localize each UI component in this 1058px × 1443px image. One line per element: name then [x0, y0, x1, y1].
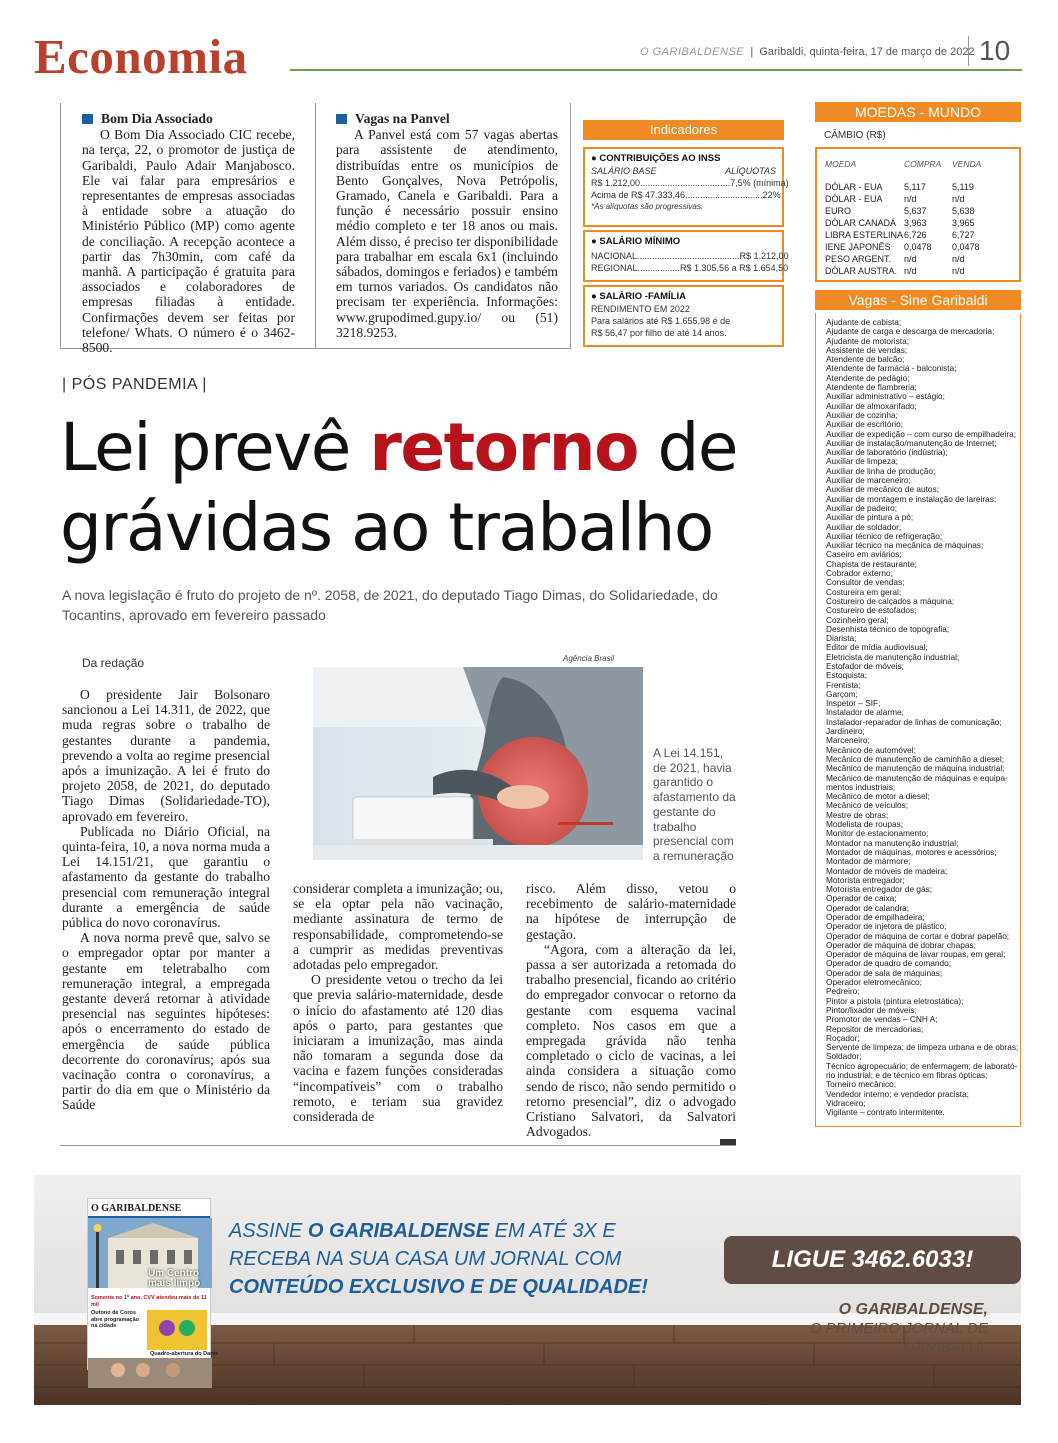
ad-text: EM ATÉ 3X E: [489, 1220, 616, 1242]
vaga-item: Operador de máquina de cortar e dobrar papelão;: [826, 930, 1010, 941]
col-header: MOEDA: [825, 159, 857, 169]
vaga-item: Auxiliar de linha de produção;: [826, 465, 936, 476]
paragraph: considerar completa a imunização; ou, se ela optar pela não vacinação, mediante assinatura de termo de responsabilidade, comprometendo-se a cumprir as medidas preventivas adotadas pelo empregador.: [293, 881, 503, 973]
row-label: R$ 1.212,00....................................: [591, 178, 731, 188]
column-divider: [570, 103, 571, 349]
indicador-row: [591, 177, 789, 189]
ad-line: RECEBA NA SUA CASA UM JORNAL COM: [229, 1248, 622, 1270]
vaga-item: Inspetor – SIF;: [826, 698, 881, 709]
vaga-item: Atendente de farmácia - balconista;: [826, 363, 957, 374]
vaga-item: Montador de mármore;: [826, 856, 911, 867]
indicador-line: RENDIMENTO EM 2022: [591, 304, 690, 314]
brief-title-text: Bom Dia Associado: [101, 111, 213, 126]
indicador-title: ● CONTRIBUIÇÕES AO INSS: [591, 153, 721, 164]
paragraph: Publicada no Diário Oficial, na quinta-feira, 10, a nova norma muda a Lei 14.151/21, que garantiu o afastamento da gestante do trabalho presencial com remuneração integral durante a emergência de saúde pública do novo coronavírus.: [62, 823, 270, 931]
vaga-item: Auxiliar de instalação/manutenção de Internet;: [826, 437, 997, 448]
vaga-item: Cozinheiro geral;: [826, 614, 889, 625]
dateline: Garibaldi, quinta-feira, 17 de março de 2022: [759, 46, 975, 58]
vaga-item: Modelista de roupas;: [826, 819, 904, 830]
vaga-item: Estofador de móveis;: [826, 660, 904, 671]
cambio-label: CÂMBIO (R$): [824, 130, 886, 141]
photo-caption: A Lei 14.151, de 2021, havia garantido o afastamento da gestante do trabalho presencial com a remuneração: [653, 746, 736, 863]
vaga-item: Auxiliar de marceneiro;: [826, 475, 911, 486]
vaga-item: Auxiliar de montagem e instalação de lareiras;: [826, 493, 997, 504]
indicador-line: Para salários até R$ 1.655,98 é de: [591, 316, 731, 326]
vaga-item: Operador de empilhadeira;: [826, 912, 925, 922]
vaga-item: Mecânico de manutenção de caminhão a diesel;: [826, 753, 1005, 764]
currency: DÓLAR CANADÁ: [825, 218, 897, 228]
moedas-row: [825, 242, 1002, 252]
moedas-row: [825, 218, 1002, 228]
vaga-item: Promotor de vendas – CNH A;: [826, 1014, 938, 1025]
currency: LIBRA ESTERLINA: [825, 230, 904, 240]
slogan-text: O PRIMEIRO JORNAL DE GARIBALDI.: [809, 1320, 988, 1356]
vaga-item: Caseiro em aviários;: [826, 549, 902, 560]
header-dateline: [640, 46, 975, 58]
vaga-item: Costureiro de estofados;: [826, 605, 917, 616]
buy: n/d: [904, 254, 917, 264]
vaga-item: Operador de calandra;: [826, 902, 910, 913]
paragraph: O presidente vetou o trecho da lei que previa salário-maternidade, desde o início do afastamento até 120 dias após o parto, para gestantes que iniciaram a imunização, mas ainda não tomaram a segunda dose da vacina e fazem funções consideradas “incompatíveis” com o trabalho remoto, e teriam sua gravidez considerada de: [293, 972, 503, 1125]
vaga-item: Auxiliar de pintura a pó;: [826, 512, 914, 523]
vaga-item: Operador eletromecânico;: [826, 977, 922, 988]
brief-title: [336, 111, 558, 126]
photo-credit: Agência Brasil: [563, 654, 615, 663]
vaga-item: Operador de injetora de plástico;: [826, 921, 947, 932]
vaga-item: Garçom;: [826, 688, 858, 699]
vaga-item: Montador de móveis de madeira;: [826, 865, 948, 876]
headline-highlight: retorno: [369, 409, 638, 486]
vagas-header: Vagas - Sine Garibaldi: [815, 290, 1021, 310]
cover-story: Somente no 1º ano, CVV atendeu mais de 11 mil: [91, 1295, 207, 1308]
article-column-2: [293, 881, 503, 1124]
col-label: SALÁRIO BASE: [591, 166, 657, 176]
col-header: COMPRA: [904, 159, 942, 169]
vaga-item: Auxiliar de soldador;: [826, 521, 902, 532]
ad-line: [229, 1273, 649, 1301]
vaga-item: Montador de máquinas, motores e acessórios;: [826, 846, 997, 857]
vaga-item: Ajudante de motorista;: [826, 335, 910, 346]
moedas-row: [825, 182, 1002, 192]
article-byline: Da redação: [82, 656, 145, 670]
column-divider: [315, 103, 316, 349]
currency: EURO: [825, 206, 852, 216]
vaga-item: Editor de mídia audiovisual;: [826, 642, 928, 653]
vaga-item: Auxiliar de expedição – com curso de empilhadeira;: [826, 428, 1017, 439]
section-title: Economia: [34, 29, 248, 84]
separator: |: [747, 46, 757, 58]
indicador-title-text: SALÁRIO -FAMÍLIA: [599, 291, 686, 302]
vaga-item: Servente de limpeza; de limpeza urbana e de obras;: [826, 1042, 1019, 1053]
vaga-item: Instalador-reparador de linhas de comunicação;: [826, 716, 1002, 727]
subscription-ad[interactable]: [34, 1175, 1021, 1405]
vaga-item: Vendedor interno; e vendedor pracista;: [826, 1088, 969, 1099]
ad-slogan: [724, 1300, 988, 1357]
moedas-table: [815, 147, 1021, 282]
indicador-row: [591, 189, 781, 201]
sell: n/d: [952, 266, 965, 276]
vaga-item: Ajudante de cabista;: [826, 317, 902, 327]
article-end-mark: [720, 1139, 736, 1145]
vaga-item: Auxiliar de mecânico de autos;: [826, 484, 939, 495]
buy: 3,963: [904, 218, 927, 228]
vaga-item: Motorista entregador de gás;: [826, 884, 933, 895]
vaga-item: Montador na manutenção industrial;: [826, 837, 959, 848]
vaga-item: Marceneiro;: [826, 735, 870, 746]
vaga-item: Auxiliar de limpeza;: [826, 456, 898, 467]
vaga-item: Estoquista;: [826, 670, 868, 681]
vaga-item: Atendente de flambreria;: [826, 382, 917, 393]
article-end-rule: [60, 1145, 736, 1146]
moedas-row: [825, 230, 1002, 240]
vaga-item: Assistente de vendas;: [826, 344, 908, 355]
row-value: 7,5% (mínima): [730, 178, 789, 188]
ad-emphasis: CONTEÚDO EXCLUSIVO E DE QUALIDADE!: [229, 1276, 648, 1298]
ad-copy: [229, 1217, 649, 1301]
vaga-item: Pintor/lixador de móveis;: [826, 1004, 917, 1015]
indicador-title-text: SALÁRIO MÍNIMO: [599, 236, 681, 247]
vaga-item: Torneiro mecânico;: [826, 1079, 897, 1090]
moedas-row: [825, 206, 1002, 216]
buy: n/d: [904, 194, 917, 204]
publication-name: O GARIBALDENSE: [640, 46, 745, 58]
brief-text: A Panvel está com 57 vagas abertas para assistente de atendimento, distribuídas entre os municípios de Bento Gonçalves, Nova Petrópolis, Gramado, Canela e Garibaldi. Para a função é necessário possuir ensino médio completo e ter 18 anos ou mais. Além disso, é preciso ter disponibilidade para trabalhar em escala 6x1 (incluindo sábados, domingos e feriados) e também em turnos variados. Os candidatos não precisam ter experiência. Informações: www.grupodimed.gupy.io/ ou (51) 3218.9253.: [336, 127, 558, 340]
bullet-square-icon: [336, 114, 347, 124]
currency: DÓLAR - EUA: [825, 182, 883, 192]
indicador-title: ● SALÁRIO -FAMÍLIA: [591, 291, 686, 302]
brief-title: [82, 111, 295, 126]
indicador-row: [591, 250, 789, 262]
buy: 6,726: [904, 230, 927, 240]
currency: IENE JAPONÊS: [825, 242, 891, 252]
vaga-item: Desenhista técnico de topografia;: [826, 623, 950, 634]
vagas-list: [815, 313, 1021, 1127]
vaga-item: Cobrador externo;: [826, 568, 893, 579]
pregnant-worker-image: [313, 667, 643, 860]
vaga-item: Mestre de obras;: [826, 809, 889, 820]
vaga-item: Operador de caixa;: [826, 893, 897, 904]
vaga-item: Operador de quadro de comando;: [826, 958, 952, 969]
moedas-header: MOEDAS - MUNDO: [815, 102, 1021, 122]
vaga-item: Operador de máquina de lavar roupas, em geral;: [826, 949, 1006, 960]
vaga-item: mentos industriais;: [826, 781, 896, 792]
article-subhead: A nova legislação é fruto do projeto de nº. 2058, de 2021, do deputado Tiago Dimas, do Solidariedade, do Tocantins, aprovado em fevereiro passado: [62, 587, 718, 623]
column-divider: [60, 103, 61, 349]
brief-vagas-panvel: [336, 111, 558, 340]
vaga-item: Pintor a pistola (pintura eletrostática);: [826, 995, 964, 1006]
header-rule: [290, 69, 1022, 71]
indicador-row: [591, 262, 789, 274]
vaga-item: Costureira em geral;: [826, 586, 902, 597]
article-column-3: [526, 881, 736, 1139]
vaga-item: Repositor de mercadorias;: [826, 1023, 924, 1034]
brief-bom-dia-associado: [82, 111, 295, 355]
vaga-item: rio industrial; e de técnico em fibras ópticas;: [826, 1070, 988, 1081]
cover-headline: Um Centro mais limpo: [148, 1268, 201, 1289]
sell: 5,638: [952, 206, 975, 216]
vaga-item: Frentista;: [826, 679, 861, 690]
cover-story: Outono de Coros abre programação na cidade: [91, 1310, 139, 1329]
article-kicker: | PÓS PANDEMIA |: [62, 376, 207, 393]
vaga-item: Instalador de alarme;: [826, 707, 904, 718]
paragraph: risco. Além disso, vetou o recebimento de salário-maternidade na hipótese de interrupção de gestação.: [526, 881, 736, 942]
vaga-item: Auxiliar de laboratório (indústria);: [826, 447, 948, 458]
sell: n/d: [952, 254, 965, 264]
moedas-row: [825, 254, 1002, 264]
vaga-item: Operador de máquina de dobrar chapas;: [826, 939, 976, 950]
vaga-item: Auxiliar técnico de refrigeração;: [826, 530, 943, 541]
row-value: R$ 1.305,56 a R$ 1.654,50: [680, 263, 789, 273]
newspaper-cover: [87, 1198, 219, 1370]
col-header: VENDA: [952, 159, 982, 169]
currency: DÓLAR - EUA: [825, 194, 883, 204]
vaga-item: Vigilante – contrato intermitente.: [826, 1107, 945, 1118]
vaga-item: Eletricista de manutenção industrial;: [826, 651, 960, 662]
row-value: R$ 1.212,00: [739, 251, 789, 261]
vaga-item: Consultor de vendas;: [826, 577, 905, 588]
vaga-item: Mecânico de automóvel;: [826, 744, 916, 755]
vaga-item: Auxiliar de cozinha;: [826, 409, 898, 420]
vaga-item: Motorista entregador;: [826, 874, 905, 885]
moedas-row: [825, 266, 1002, 276]
indicadores-header: Indicadores: [583, 120, 784, 140]
row-label: Acima de R$ 47.333,46...............................: [591, 190, 763, 200]
headline-part: Lei prevê: [60, 409, 370, 486]
buy: 0,0478: [904, 242, 932, 252]
vaga-item: Ajudante de carga e descarga de mercadoria;: [826, 326, 995, 337]
paragraph: O presidente Jair Bolsonaro sancionou a Lei 14.311, de 2022, que muda regras sobre o trabalho de gestantes durante a pandemia, prevendo a volta ao regime presencial após a imunização. A lei é fruto do projeto 2058, de 2021, do deputado Tiago Dimas (Solidariedade-TO), aprovado em fevereiro.: [62, 687, 270, 824]
buy: 5,117: [904, 182, 926, 192]
col-label: ALÍQUOTAS: [725, 166, 776, 176]
row-label: REGIONAL.................: [591, 263, 681, 273]
vaga-item: Mecânico de motor a diesel;: [826, 791, 930, 802]
call-phone-button[interactable]: LIGUE 3462.6033!: [724, 1236, 1021, 1284]
vaga-item: Soldador;: [826, 1051, 862, 1062]
cover-photo-people: [88, 1358, 212, 1388]
vaga-item: Técnico agropecuário; de enfermagem; de laborató-: [826, 1060, 1018, 1071]
vaga-item: Monitor de estacionamento;: [826, 828, 929, 839]
article-headline: [60, 408, 780, 568]
cover-photo-small: [147, 1310, 207, 1350]
cover-story: Quadro-abertura do Dante: [150, 1351, 219, 1357]
vaga-item: Roçador;: [826, 1032, 860, 1043]
indicador-line: R$ 56,47 por filho de até 14 anos.: [591, 328, 727, 338]
vaga-item: Operador de sala de máquinas;: [826, 967, 943, 978]
article-photo: [313, 667, 643, 860]
sell: 0,0478: [952, 242, 980, 252]
ad-text: ASSINE: [229, 1220, 308, 1242]
buy: n/d: [904, 266, 917, 276]
vaga-item: Vidraceiro;: [826, 1097, 866, 1108]
moedas-table-header: [825, 159, 1002, 169]
bullet-square-icon: [82, 114, 93, 124]
sell: n/d: [952, 194, 965, 204]
vaga-item: Auxiliar técnico na mecânica de máquinas;: [826, 540, 984, 551]
page-number: 10: [968, 36, 1010, 66]
moedas-row: [825, 194, 1002, 204]
paragraph: A nova norma prevê que, salvo se o empregador optar por manter a gestante em teletrabalho com remuneração integral, a empregada gestante deverá retornar à atividade presencial nas seguintes hipóteses: após o encerramento do estado de emergência de saúde pública decorrente do coronavírus; após sua vacinação contra o coronavírus, a partir do dia em que o Ministério da Saúde: [62, 930, 270, 1113]
indicador-columns: [591, 165, 776, 177]
vaga-item: Auxiliar de padeiro;: [826, 502, 898, 513]
vaga-item: Mecânico de manutenção de máquinas e equipa-: [826, 772, 1008, 783]
row-label: NACIONAL.........................................: [591, 251, 740, 261]
indicador-note: *As alíquotas são progressivas.: [591, 202, 704, 211]
ad-brand: O GARIBALDENSE: [307, 1220, 490, 1242]
buy: 5,637: [904, 206, 927, 216]
vaga-item: Mecânico de manutenção de máquina industrial;: [826, 763, 1005, 774]
article-column-1: [62, 687, 270, 1113]
indicador-title: ● SALÁRIO MÍNIMO: [591, 236, 681, 247]
vaga-item: Pedreiro;: [826, 986, 860, 997]
vaga-item: Auxiliar administrativo – estágio;: [826, 391, 945, 402]
vaga-item: Diarista;: [826, 633, 857, 644]
cover-title: O GARIBALDENSE: [88, 1199, 210, 1218]
indicador-inss: [583, 147, 789, 227]
vaga-item: Atendente de balcão;: [826, 354, 905, 365]
vaga-item: Mecânico de veículos;: [826, 800, 909, 811]
indicador-title-text: CONTRIBUIÇÕES AO INSS: [599, 153, 721, 164]
indicador-salario-minimo: [583, 230, 789, 282]
vaga-item: Chapista de restaurante;: [826, 558, 917, 569]
sell: 5,119: [952, 182, 974, 192]
sell: 3,965: [952, 218, 975, 228]
vaga-item: Jardineiro;: [826, 726, 865, 737]
currency: PESO ARGENT.: [825, 254, 892, 264]
vaga-item: Auxiliar de escritório;: [826, 419, 904, 430]
headline-part: de grávidas ao trabalho: [60, 409, 737, 566]
paragraph: “Agora, com a alteração da lei, passa a ser autorizada a retomada do trabalho presencial, ficando ao critério do empregador convocar o retorno da gestante com esquema vacinal completo. Nos casos em que a empregada grávida não tenha completado o ciclo de vacinas, a lei ainda considera a situação como sendo de risco, não sendo permitido o retorno presencial”, diz o advogado Cristiano Salvatori, da Salvatori Advogados.: [526, 941, 736, 1140]
vaga-item: Auxiliar de almoxarifado;: [826, 400, 917, 411]
slogan-brand: O GARIBALDENSE,: [838, 1301, 988, 1318]
sell: 6,727: [952, 230, 975, 240]
indicador-salario-familia: [583, 285, 784, 347]
ad-line: [229, 1217, 649, 1245]
row-value: 22%: [762, 190, 781, 200]
vaga-item: Atendente de pedágio;: [826, 372, 910, 383]
brief-text: O Bom Dia Associado CIC recebe, na terça, 22, o promotor de justiça de Garibaldi, Paulo Adair Manjabosco. Ele vai falar para empresários e representantes de empresas associadas à entidade sobre a atuação do Ministério Público (MP) como agente de conciliação. A recepção acontece a partir das 7h30min, com café da manhã. A participação é gratuita para associados e colaboradores de empresas filiadas à entidade. Confirmações devem ser feitas por telefone/ Whats. O número é o 3462-8500.: [82, 127, 295, 356]
currency: DÓLAR AUSTRA.: [825, 266, 898, 276]
vaga-item: Costureiro de calçados a máquina;: [826, 595, 955, 606]
brief-title-text: Vagas na Panvel: [355, 111, 450, 126]
